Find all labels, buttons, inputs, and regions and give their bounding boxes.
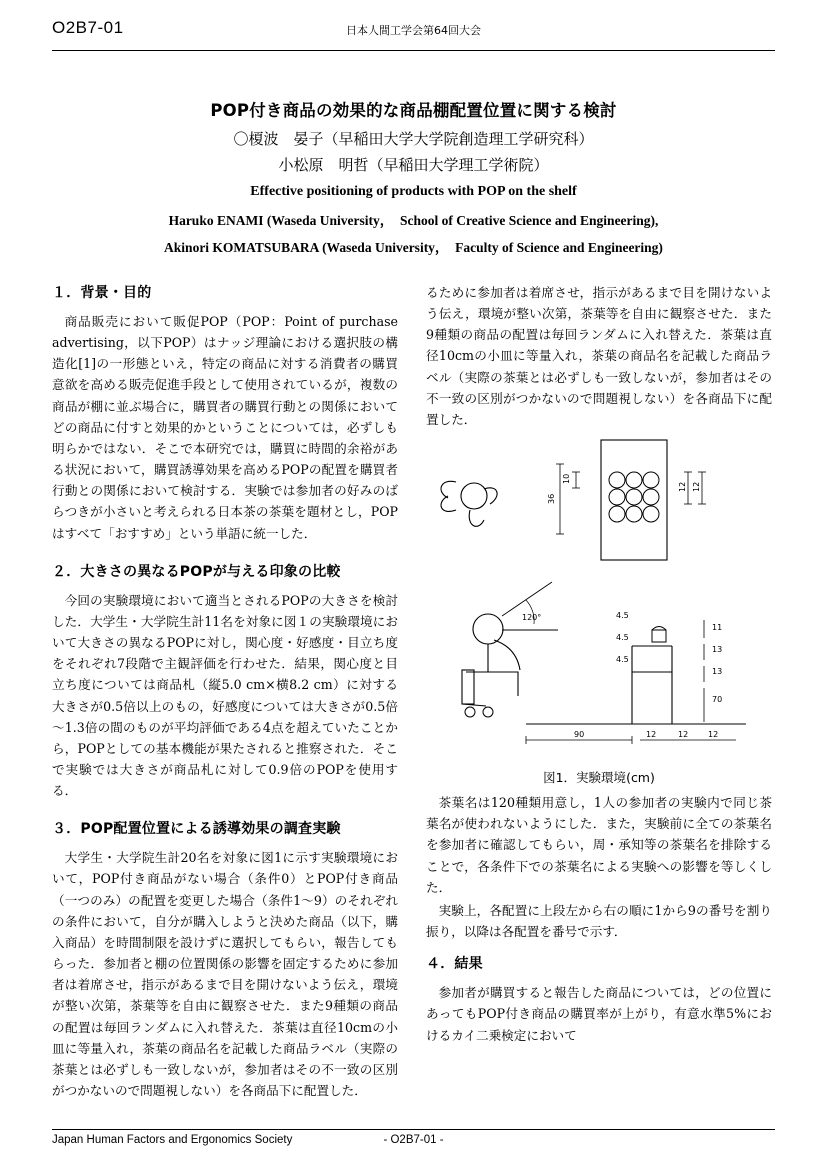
paper-id: O2B7-01 (52, 18, 124, 37)
figure-label-shelf-w2: 12 (692, 481, 701, 493)
left-column (52, 282, 398, 1103)
figure-label-v1: 11 (712, 623, 723, 633)
section-heading-1: １．背景・目的 (52, 285, 152, 301)
section-2-paragraph-1: 今回の実験環境において適当とされるPOPの大きさを検討した．大学生・大学院生計11名を対象に図１の実験環境において大きさの異なるPOPに対し，関心度・好感度・目立ち度をそれぞれ7段階で主観評価を行わせた．結果，関心度と目立ち度については商品札（縦5.0 cm×横8.2 cm）に対する大きさが0.5倍以上のもの，好感度については大きさが0.5倍～1.3倍の間のものが平均評価である4点を超えていたことから，POPとしての基本機能が果たされると推察された．そこで実験では大きさが商品札に対して0.9倍のPOPを使用する． (52, 592, 398, 799)
right-column (426, 282, 772, 1103)
right-paragraph-2: 茶葉名は120種類用意し，1人の参加者の実験内で同じ茶葉名が使われないようにした．また，実験前に全ての茶葉名を参加者に確認してもらい，周・承知等の茶葉名を排除することで，各条件下での茶葉名による実験への影響を等しくした． (426, 795, 772, 895)
section-heading-2: ２．大きさの異なるPOPが与える印象の比較 (52, 563, 341, 580)
right-paragraph-1: るために参加者は着席させ，指示があるまで目を開けないよう伝え，環境が整い次第，茶葉等を自由に観察させた．また9種類の商品の配置は毎回ランダムに入れ替えた．茶葉は直径10cmの小皿に等量入れ，茶葉の商品名を記載した商品ラベル（実際の茶葉とは必ずしも一致しないが，参加者はその不一致の区別がつかないので問題視しない）を各商品下に配置した． (426, 285, 772, 427)
figure-1-caption: 図1．実験環境(cm) (543, 770, 655, 786)
section-heading-3: ３．POP配置位置による誘導効果の調査実験 (52, 821, 341, 838)
section-1-paragraph-1: 商品販売において販促POP（POP：Point of purchase advertising，以下POP）はナッジ理論における選択肢の構造化[1]の一形態といえ，特定の商品に対する消費者の購買意欲を高める販売促進手段として使用されているが，複数の商品が棚に並ぶ場合に，購買者の購買行動との関係においてどの商品に付すと効果的かということについては，必ずしも明らかではない．そこで本研究では，購買に時間的余裕がある状況において，購買誘導効果を高めるPOPの配置を購買者行動との関係において検討する．実験では参加者の好みのばらつきが小さいと考えられる日本茶の茶葉を題材とし，POPはすべて「おすすめ」という単語に統一した． (52, 314, 398, 541)
running-head (52, 18, 775, 48)
figure-label-shelf-h2: 36 (547, 493, 556, 505)
footer-page-number: - O2B7-01 - (383, 1134, 444, 1146)
figure-label-d1: 4.5 (616, 611, 629, 621)
figure-label-v2: 13 (712, 645, 723, 655)
figure-label-d3: 4.5 (616, 655, 629, 665)
author-line-japanese-2: 小松原 明哲（早稲田大学理工学術院） (278, 156, 549, 174)
author-line-japanese-1: 〇榎波 晏子（早稲田大学大学院創造理工学研究科） (233, 130, 594, 148)
two-column-body (52, 282, 775, 1103)
figure-label-v3: 13 (712, 667, 723, 677)
section-heading-4: ４．結果 (426, 956, 483, 973)
title-block (52, 97, 775, 256)
page-title-english: Effective positioning of products with POP on the shelf (250, 184, 577, 199)
figure-label-d2: 4.5 (616, 633, 629, 643)
author-line-english-1: Haruko ENAMI (Waseda University， School of Creative Science and Engineering), (168, 213, 659, 228)
footer-divider (52, 1129, 775, 1130)
figure-label-b3: 12 (678, 730, 689, 740)
figure-label-shelf-h1: 10 (562, 473, 571, 485)
figure-label-b4: 12 (708, 730, 719, 740)
section-3-paragraph-1: 大学生・大学院生計20名を対象に図1に示す実験環境において，POP付き商品がない場合（条件0）とPOP付き商品（一つのみ）の配置を変更した場合（条件1～9）のそれぞれの条件において，自分が購入しようと決めた商品（以下，購入商品）を時間制限を設けずに選択してもらい，報告してもらった．参加者と棚の位置関係の影響を固定するために参加者は着席させ，指示があるまで目を開けないよう伝え，環境が整い次第，茶葉等を自由に観察させた．また9種類の商品の配置は毎回ランダムに入れ替えた．茶葉は直径10cmの小皿に等量入れ，茶葉の商品名を記載した商品ラベル（実際の茶葉とは必ずしも一致しないが，参加者はその不一致の区別がつかないので問題視しない）を各商品下に配置した． (52, 850, 398, 1098)
author-line-english-2: Akinori KOMATSUBARA (Waseda University， Faculty of Science and Engineering) (164, 240, 663, 255)
figure-label-shelf-w1: 12 (678, 481, 687, 493)
figure-1 (426, 434, 772, 786)
page-title: POP付き商品の効果的な商品棚配置位置に関する検討 (210, 101, 617, 120)
footer-society: Japan Human Factors and Ergonomics Society (52, 1134, 293, 1146)
page-footer (52, 1134, 775, 1154)
figure-label-angle: 120° (522, 613, 542, 623)
figure-label-b2: 12 (646, 730, 657, 740)
header-divider (52, 50, 775, 51)
figure-label-b1: 90 (574, 730, 585, 740)
figure-label-v4: 70 (712, 695, 723, 705)
conference-name: 日本人間工学会第64回大会 (346, 24, 481, 37)
section-4-paragraph-1: 参加者が購買すると報告した商品については，どの位置にあってもPOP付き商品の購買率が上がり，有意水準5%におけるカイ二乗検定において (426, 985, 772, 1043)
figure-1-drawing (426, 434, 772, 764)
right-paragraph-3: 実験上，各配置に上段左から右の順に1から9の番号を割り振り，以降は各配置を番号で示す． (426, 902, 772, 940)
